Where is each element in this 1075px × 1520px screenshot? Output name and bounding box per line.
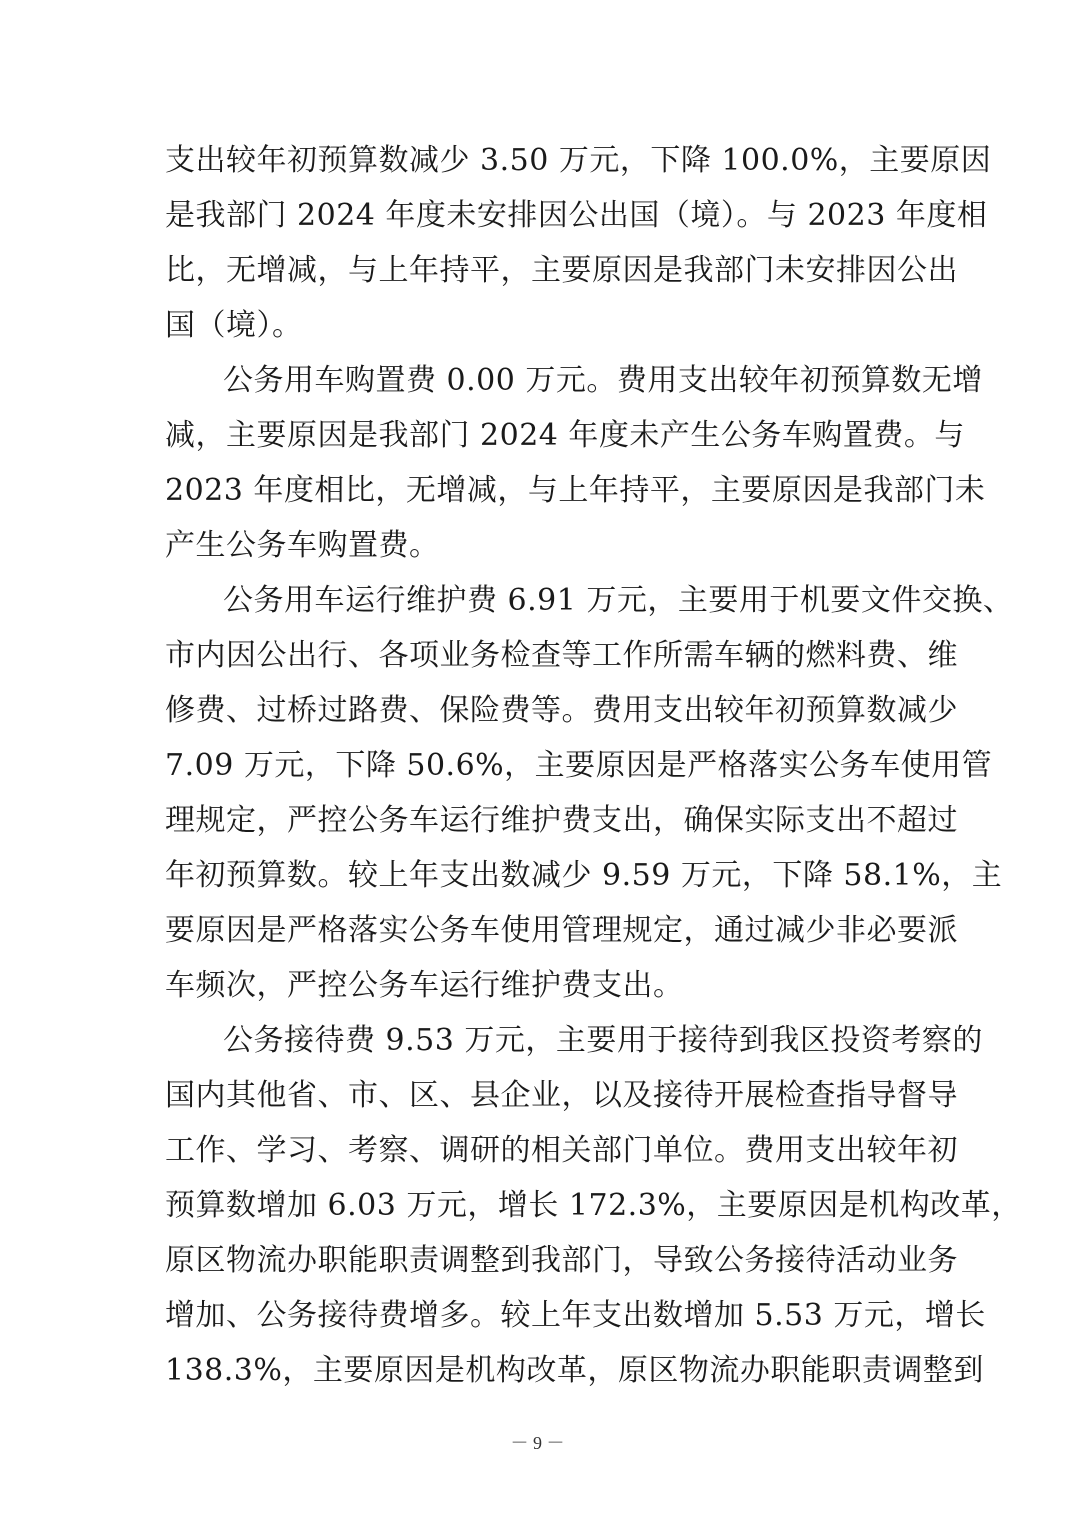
text-line: 产生公务车购置费。 (165, 528, 440, 563)
text-line: 工作、学习、考察、调研的相关部门单位。费用支出较年初 (165, 1133, 958, 1168)
text-line: 7.09 万元，下降 50.6%，主要原因是严格落实公务车使用管 (165, 748, 993, 783)
paragraph-first-line: 公务用车运行维护费 6.91 万元，主要用于机要文件交换、 (223, 583, 1014, 618)
text-line: 比，无增减，与上年持平，主要原因是我部门未安排因公出 (165, 253, 958, 288)
text-line: 2023 年度相比，无增减，与上年持平，主要原因是我部门未 (165, 473, 986, 508)
text-line: 要原因是严格落实公务车使用管理规定，通过减少非必要派 (165, 913, 958, 948)
text-line: 减，主要原因是我部门 2024 年度未产生公务车购置费。与 (165, 418, 965, 453)
text-line: 是我部门 2024 年度未安排因公出国（境）。与 2023 年度相 (165, 198, 988, 233)
text-line: 车频次，严控公务车运行维护费支出。 (165, 968, 684, 1003)
text-line: 理规定，严控公务车运行维护费支出，确保实际支出不超过 (165, 803, 958, 838)
page-number: － 9 － (510, 1433, 565, 1453)
text-line: 年初预算数。较上年支出数减少 9.59 万元，下降 58.1%，主 (165, 858, 1003, 893)
text-line: 增加、公务接待费增多。较上年支出数增加 5.53 万元，增长 (165, 1298, 986, 1333)
paragraph-first-line: 公务用车购置费 0.00 万元。费用支出较年初预算数无增 (223, 363, 983, 398)
text-line: 138.3%，主要原因是机构改革，原区物流办职能职责调整到 (165, 1353, 984, 1388)
text-line: 原区物流办职能职责调整到我部门，导致公务接待活动业务 (165, 1243, 958, 1278)
text-line: 预算数增加 6.03 万元，增长 172.3%，主要原因是机构改革， (165, 1188, 1022, 1223)
text-line: 国（境）。 (165, 308, 303, 343)
text-line: 国内其他省、市、区、县企业，以及接待开展检查指导督导 (165, 1078, 958, 1113)
text-line: 支出较年初预算数减少 3.50 万元，下降 100.0%，主要原因 (165, 143, 992, 178)
paragraph-first-line: 公务接待费 9.53 万元，主要用于接待到我区投资考察的 (223, 1023, 983, 1058)
text-line: 修费、过桥过路费、保险费等。费用支出较年初预算数减少 (165, 693, 958, 728)
text-line: 市内因公出行、各项业务检查等工作所需车辆的燃料费、维 (165, 638, 958, 673)
